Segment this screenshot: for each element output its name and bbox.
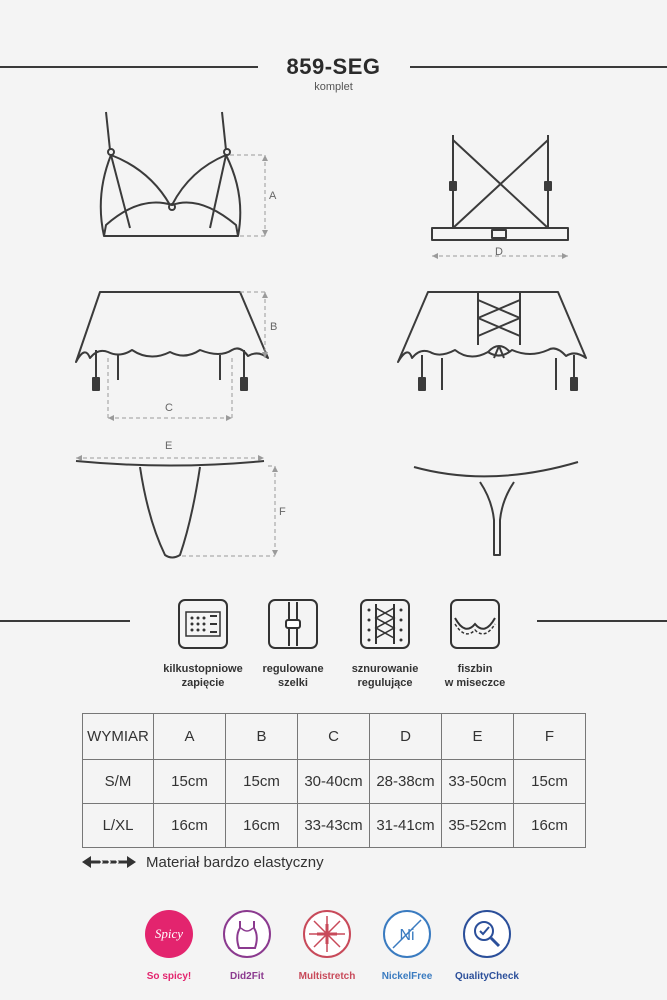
nickel-symbol-text: Ni xyxy=(399,927,415,944)
hook-and-eye-icon xyxy=(177,598,229,650)
size-table-header xyxy=(83,714,586,760)
feature-straps-line2: szelki xyxy=(278,677,308,689)
thong-front-drawing xyxy=(76,461,264,558)
header-cell: E xyxy=(442,714,514,760)
garter-belt-back-drawing xyxy=(398,292,586,390)
size-cell: S/M xyxy=(83,760,154,804)
features-rule-left xyxy=(0,620,130,622)
dim-label-a: A xyxy=(269,190,277,202)
multistretch-icon xyxy=(301,908,353,960)
value-cell: 30-40cm xyxy=(298,760,370,804)
feature-straps-line1: regulowane xyxy=(262,663,324,675)
size-cell: L/XL xyxy=(83,804,154,848)
adjustable-strap-icon xyxy=(267,598,319,650)
badge-multistretch xyxy=(282,908,372,982)
badge-nickelfree xyxy=(362,908,452,982)
bra-back-drawing xyxy=(432,135,568,240)
header-cell: WYMIAR xyxy=(83,714,154,760)
spicy-icon xyxy=(143,908,195,960)
badge-label: NickelFree xyxy=(381,971,433,982)
feature-hook-line2: zapięcie xyxy=(181,677,225,689)
qualitycheck-icon xyxy=(461,908,513,960)
garter-belt-front-drawing xyxy=(76,292,268,390)
header-cell: A xyxy=(154,714,226,760)
elastic-note xyxy=(82,852,324,872)
dim-label-e: E xyxy=(165,440,173,452)
header-cell: C xyxy=(298,714,370,760)
did2fit-icon xyxy=(221,908,273,960)
product-type: komplet xyxy=(314,81,353,93)
dim-label-c: C xyxy=(165,402,173,414)
value-cell: 15cm xyxy=(226,760,298,804)
value-cell: 16cm xyxy=(226,804,298,848)
bra-front-drawing xyxy=(101,112,241,236)
badge-label: QualityCheck xyxy=(455,971,519,982)
dim-label-d: D xyxy=(495,246,503,258)
header-cell: F xyxy=(514,714,586,760)
lacing-icon xyxy=(359,598,411,650)
underwire-icon xyxy=(449,598,501,650)
badge-label: Did2Fit xyxy=(230,971,264,982)
features-rule-right xyxy=(537,620,667,622)
badge-qualitycheck xyxy=(442,908,532,982)
value-cell: 28-38cm xyxy=(370,760,442,804)
table-row xyxy=(83,804,586,848)
dim-label-b: B xyxy=(270,321,278,333)
table-row xyxy=(83,760,586,804)
stretch-arrow-icon xyxy=(82,855,136,869)
dim-label-f: F xyxy=(279,506,286,518)
badge-label: So spicy! xyxy=(146,971,192,982)
value-cell: 35-52cm xyxy=(442,804,514,848)
nickelfree-icon xyxy=(381,908,433,960)
feature-lacing-line1: sznurowanie xyxy=(351,663,419,675)
feature-underwire-line1: fiszbin xyxy=(457,663,493,675)
thong-back-drawing xyxy=(414,462,578,555)
product-code: 859-SEG xyxy=(286,54,381,79)
header-cell: D xyxy=(370,714,442,760)
value-cell: 16cm xyxy=(154,804,226,848)
badge-did2fit xyxy=(202,908,292,982)
header-cell: B xyxy=(226,714,298,760)
value-cell: 15cm xyxy=(154,760,226,804)
feature-hook-line1: kilkustopniowe xyxy=(163,663,243,675)
elastic-note-text: Materiał bardzo elastyczny xyxy=(146,853,324,871)
value-cell: 31-41cm xyxy=(370,804,442,848)
feature-underwire-line2: w miseczce xyxy=(444,677,506,689)
value-cell: 33-50cm xyxy=(442,760,514,804)
size-table xyxy=(82,713,586,848)
badge-so-spicy xyxy=(124,908,214,982)
value-cell: 15cm xyxy=(514,760,586,804)
value-cell: 33-43cm xyxy=(298,804,370,848)
badge-label: Multistretch xyxy=(298,971,356,982)
feature-underwire xyxy=(420,598,530,690)
feature-lacing-line2: regulujące xyxy=(357,677,413,689)
spicy-badge-text: Spicy xyxy=(154,926,184,941)
value-cell: 16cm xyxy=(514,804,586,848)
